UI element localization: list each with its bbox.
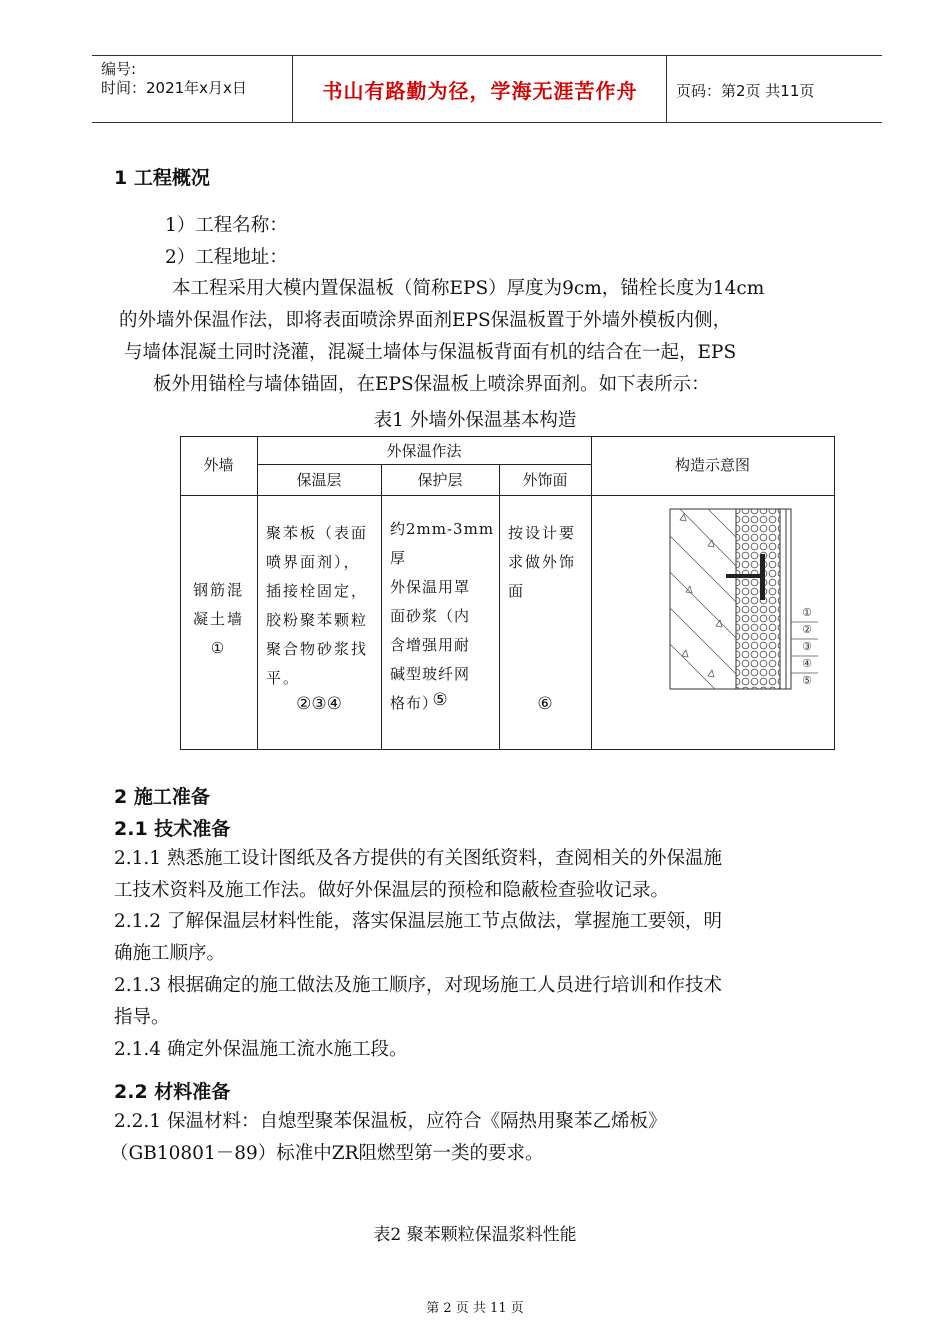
subsection-title: 2.2 材料准备 (114, 1081, 231, 1103)
cell-insulation: 聚苯板（表面 喷界面剂）， 插接栓固定， 胶粉聚苯颗粒 聚合物砂浆找 平。 (266, 524, 369, 687)
page-info: 页码：第2页 共11页 (676, 82, 815, 100)
motto: 书山有路勤为径，学海无涯苦作舟 (322, 79, 638, 103)
insulation-layer (736, 509, 780, 689)
table-caption: 表2 聚苯颗粒保温浆料性能 (373, 1225, 577, 1245)
paragraph-line: （GB10801－89）标准中ZR阻燃型第一类的要求。 (110, 1143, 544, 1164)
header-finish: 外饰面 (522, 471, 568, 489)
header-protection: 保护层 (417, 471, 463, 489)
paragraph-line: 2.1.4 确定外保温施工流水施工段。 (114, 1039, 408, 1060)
paragraph-line: 2.1.1 熟悉施工设计图纸及各方提供的有关图纸资料，查阅相关的外保温施 (114, 848, 722, 869)
cell-finish: 按设计要 求做外饰 面 (508, 524, 577, 600)
paragraph-line: 指导。 (114, 1007, 170, 1028)
concrete-wall (670, 509, 736, 689)
header-divider (292, 55, 293, 123)
header-diagram: 构造示意图 (674, 456, 750, 474)
paragraph-line: 板外用锚栓与墙体锚固，在EPS保温板上喷涂界面剂。如下表所示： (153, 374, 710, 395)
serial-label: 编号: (101, 60, 137, 78)
paragraph-line: 确施工顺序。 (114, 943, 226, 964)
paragraph-line: 的外墙外保温作法，即将表面喷涂界面剂EPS保温板置于外墙外模板内侧， (119, 310, 732, 331)
header-top-rule (92, 55, 882, 56)
cell-protection: 约2mm-3mm厚 外保温用罩 面砂浆（内 含增强用耐 碱型玻纤网 格布） (390, 520, 495, 712)
cell-wall: 钢筋混 凝土墙 ① (192, 581, 244, 657)
diagram-labels: ① ② ③ ④ ⑤ (802, 606, 812, 687)
paragraph-line: 与墙体混凝土同时浇灌，混凝土墙体与保温板背面有机的结合在一起，EPS (124, 342, 737, 363)
anchor-bolt (726, 574, 762, 578)
table-caption: 表1 外墙外保温基本构造 (373, 410, 577, 431)
paragraph-line: 2.1.2 了解保温层材料性能，落实保温层施工节点做法，掌握施工要领，明 (114, 911, 722, 932)
header-wall: 外墙 (203, 456, 234, 474)
finish-number: ⑥ (537, 694, 553, 714)
page-footer: 第 2 页 共 11 页 (426, 1301, 524, 1316)
paragraph-line: 工技术资料及施工作法。做好外保温层的预检和隐蔽检查验收记录。 (114, 880, 670, 901)
section-title: 2 施工准备 (114, 786, 210, 808)
item-line: 2）工程地址： (165, 247, 288, 268)
header-method: 外保温作法 (386, 442, 462, 460)
paragraph-line: 本工程采用大模内置保温板（简称EPS）厚度为9cm，锚栓长度为14cm (172, 278, 765, 299)
header-bottom-rule (92, 122, 882, 123)
protection-number: ⑤ (432, 690, 448, 710)
subsection-title: 2.1 技术准备 (114, 818, 231, 840)
item-line: 1）工程名称： (165, 215, 288, 236)
insulation-number: ②③④ (296, 694, 342, 714)
section-title: 1 工程概况 (114, 167, 210, 189)
header-divider (666, 55, 667, 123)
paragraph-line: 2.2.1 保温材料：自熄型聚苯保温板，应符合《隔热用聚苯乙烯板》 (114, 1111, 667, 1132)
time-label: 时间：2021年x月x日 (101, 79, 247, 97)
header-insulation: 保温层 (296, 471, 342, 489)
paragraph-line: 2.1.3 根据确定的施工做法及施工顺序，对现场施工人员进行培训和作技术 (114, 975, 722, 996)
